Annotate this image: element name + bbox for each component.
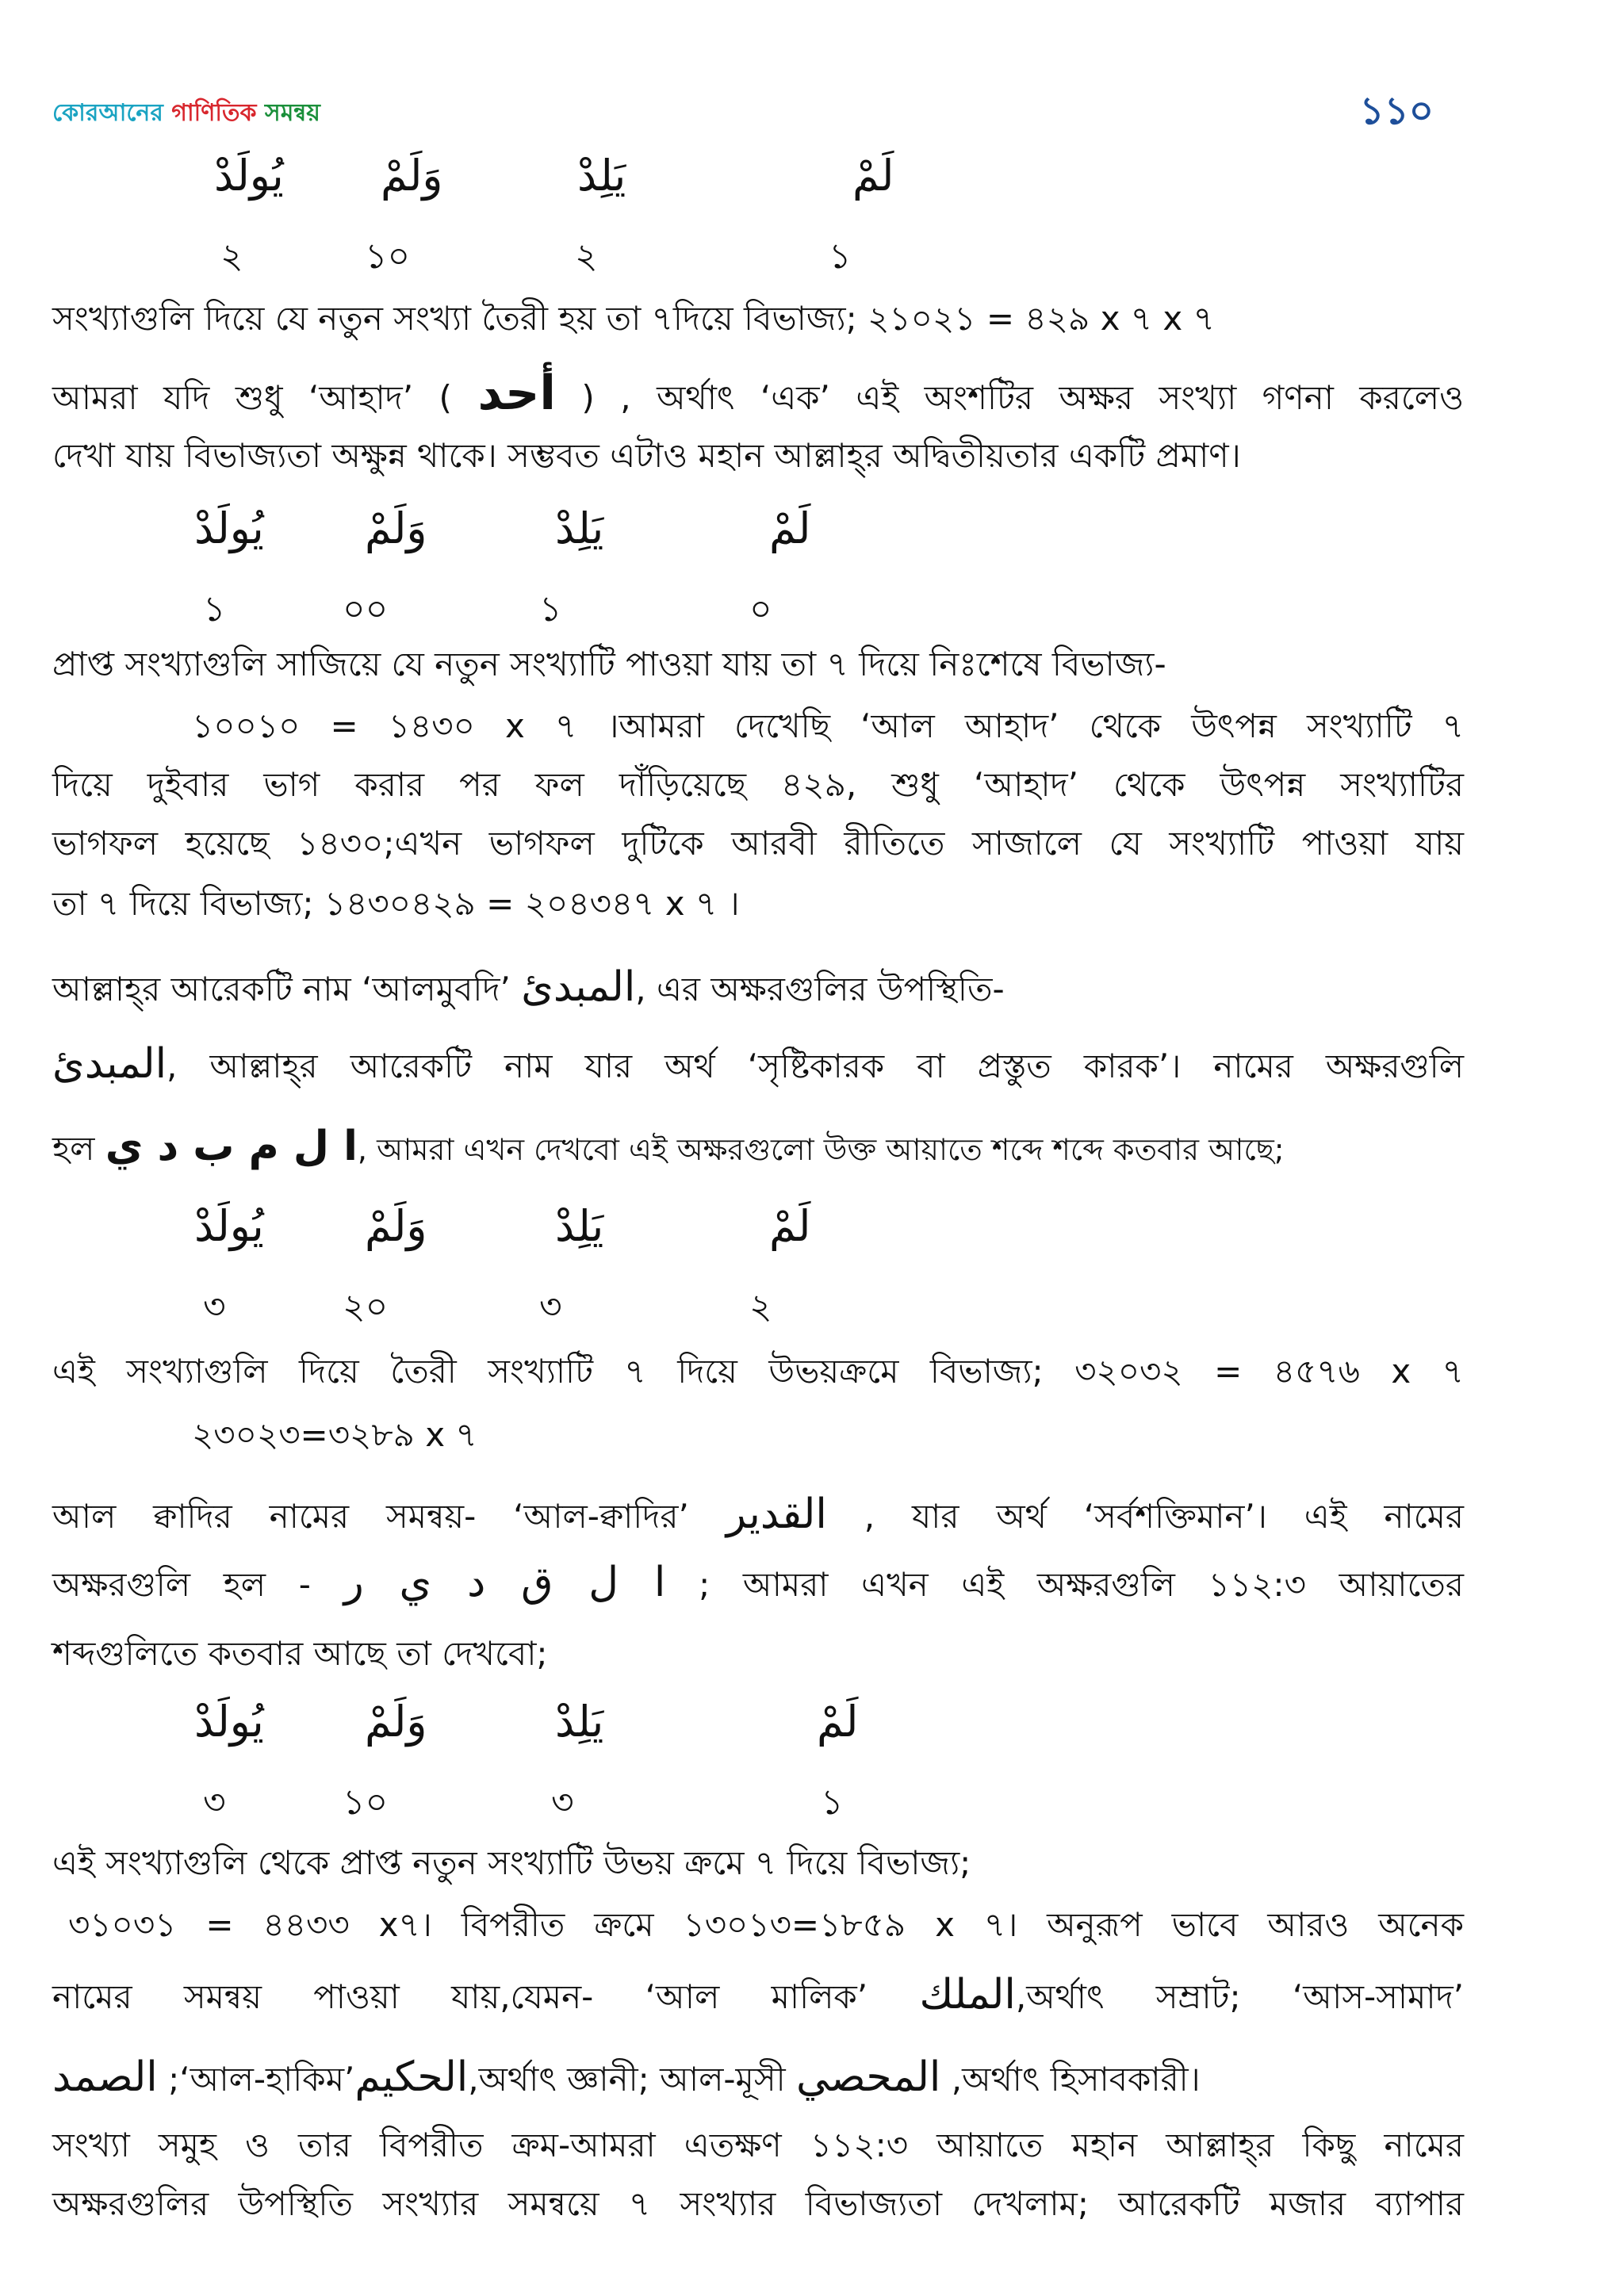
paragraph-line — [52, 963, 1464, 1013]
paragraph-line: সংখ্যা সমুহ ও তার বিপরীত ক্রম-আমরা এতক্ষণ ১১২:৩ আয়াতে মহান আল্লাহ্‌র কিছু নামের — [52, 2126, 1464, 2164]
arabic-word: لَمْ — [852, 151, 894, 201]
text-span: অক্ষরগুলি হল - — [52, 1565, 311, 1604]
paragraph-line: সংখ্যাগুলি দিয়ে যে নতুন সংখ্যা তৈরী হয় তা ৭দিয়ে বিভাজ্য; ২১০২১ = ৪২৯ x ৭ x ৭ — [52, 299, 1215, 338]
paragraph-line: শব্দগুলিতে কতবার আছে তা দেখবো; — [52, 1634, 548, 1673]
paragraph-line: দেখা যায় বিভাজ্যতা অক্ষুন্ন থাকে। সম্ভবত এটাও মহান আল্লাহ্‌র অদ্বিতীয়তার একটি প্রমাণ। — [52, 436, 1241, 475]
header-word-2: গাণিতিক — [171, 99, 257, 127]
text-span: নামের সমন্বয় পাওয়া যায়,যেমন- ‘আল মালিক’ — [52, 1977, 868, 2016]
count-value: ২ — [575, 236, 598, 277]
text-span: আল্লাহ্‌র আরেকটি নাম ‘আলমুবদি’ — [52, 970, 511, 1008]
text-span: ,অর্থাৎ সম্রাট; ‘আস-সামাদ’ — [1015, 1977, 1464, 2016]
count-value: ১০ — [343, 1782, 389, 1823]
paragraph-line: প্রাপ্ত সংখ্যাগুলি সাজিয়ে যে নতুন সংখ্যাটি পাওয়া যায় তা ৭ দিয়ে নিঃশেষে বিভাজ্য- — [52, 645, 1166, 683]
page-number: ১১০ — [1359, 89, 1434, 133]
text-span: ) , অর্থাৎ ‘এক’ এই অংশটির অক্ষর সংখ্যা গণনা করলেও — [581, 378, 1464, 417]
paragraph-line: এই সংখ্যাগুলি দিয়ে তৈরী সংখ্যাটি ৭ দিয়ে উভয়ক্রমে বিভাজ্য; ৩২০৩২ = ৪৫৭৬ x ৭ — [52, 1352, 1464, 1391]
paragraph-line — [52, 1123, 1464, 1173]
arabic-word: يُولَدْ — [194, 1697, 264, 1747]
text-span: ,অর্থাৎ হিসাবকারী। — [951, 2060, 1201, 2099]
count-value: ১ — [821, 1782, 844, 1823]
count-value: ২ — [749, 1287, 772, 1327]
paragraph-line: এই সংখ্যাগুলি থেকে প্রাপ্ত নতুন সংখ্যাটি উভয় ক্রমে ৭ দিয়ে বিভাজ্য; — [52, 1843, 971, 1882]
arabic-inline: المحصي — [796, 2053, 941, 2101]
arabic-word: يُولَدْ — [194, 503, 264, 553]
count-value: ২০ — [343, 1287, 389, 1327]
text-span: আমরা যদি শুধু ‘আহাদ’ ( — [52, 378, 452, 417]
count-value: ৩ — [551, 1782, 574, 1823]
paragraph-line: তা ৭ দিয়ে বিভাজ্য; ১৪৩০৪২৯ = ২০৪৩৪৭ x ৭ । — [52, 884, 740, 923]
count-value: ৩ — [203, 1782, 226, 1823]
paragraph-line — [52, 1490, 1464, 1540]
arabic-word: وَلَمْ — [365, 1697, 427, 1747]
text-span: , আমরা এখন দেখবো এই অক্ষরগুলো উক্ত আয়াতে শব্দে শব্দে কতবার আছে; — [357, 1132, 1285, 1167]
count-value: ৩ — [539, 1287, 562, 1327]
arabic-inline: ا ل م ب د ي — [105, 1123, 358, 1170]
header-word-3: সমন্বয় — [264, 99, 320, 127]
arabic-inline: الصمد — [52, 2053, 158, 2101]
header-word-1: কোরআনের — [52, 99, 163, 127]
arabic-word: لَمْ — [769, 1201, 811, 1251]
paragraph-line — [52, 365, 1464, 422]
text-span: , আল্লাহ্‌র আরেকটি নাম যার অর্থ ‘সৃষ্টিকারক বা প্রস্তুত কারক’। নামের অক্ষরগুলি — [167, 1047, 1464, 1085]
arabic-word: يُولَدْ — [214, 151, 284, 201]
paragraph-line: ৩১০৩১ = ৪৪৩৩ x৭। বিপরীত ক্রমে ১৩০১৩=১৮৫৯ x ৭। অনুরূপ ভাবে আরও অনেক — [68, 1905, 1464, 1944]
text-span: ;‘আল-হাকিম’ — [168, 2060, 355, 2099]
arabic-word: يَلِدْ — [555, 1201, 604, 1251]
text-span: ,অর্থাৎ জ্ঞানী; আল-মূসী — [468, 2060, 786, 2099]
arabic-word: لَمْ — [769, 503, 811, 553]
paragraph-line: ২৩০২৩=৩২৮৯ x ৭ — [192, 1415, 477, 1454]
paragraph-line: অক্ষরগুলির উপস্থিতি সংখ্যার সমন্বয়ে ৭ সংখ্যার বিভাজ্যতা দেখলাম; আরেকটি মজার ব্যাপার — [52, 2184, 1464, 2223]
paragraph-line: ১০০১০ = ১৪৩০ x ৭ ।আমরা দেখেছি ‘আল আহাদ’ থেকে উৎপন্ন সংখ্যাটি ৭ — [192, 706, 1464, 745]
arabic-word: يَلِدْ — [577, 151, 626, 201]
arabic-word: يَلِدْ — [555, 503, 604, 553]
arabic-word: لَمْ — [817, 1697, 859, 1747]
arabic-inline: أحد — [477, 365, 556, 421]
text-span: আল ক্বাদির নামের সমন্বয়- ‘আল-ক্বাদির’ — [52, 1497, 689, 1536]
arabic-word: وَلَمْ — [365, 503, 427, 553]
paragraph-line — [52, 2053, 1464, 2103]
paragraph-line — [52, 1971, 1464, 2021]
arabic-word: وَلَمْ — [365, 1201, 427, 1251]
arabic-word: وَلَمْ — [381, 151, 443, 201]
count-value: ৩ — [203, 1287, 226, 1327]
count-value: ০ — [749, 589, 772, 629]
count-value: ১ — [203, 589, 226, 629]
arabic-inline: القدير — [726, 1490, 827, 1538]
arabic-inline: المبدئ — [521, 963, 636, 1011]
text-span: ; আমরা এখন এই অক্ষরগুলি ১১২:৩ আয়াতের — [699, 1565, 1464, 1604]
text-span: হল — [52, 1129, 95, 1168]
arabic-inline: الحكيم — [354, 2053, 469, 2101]
paragraph-line — [52, 1559, 1464, 1609]
count-value: ১ — [539, 589, 562, 629]
arabic-word: يُولَدْ — [194, 1201, 264, 1251]
running-header — [52, 94, 320, 134]
paragraph-line — [52, 1040, 1464, 1090]
arabic-inline: المبدئ — [52, 1040, 167, 1088]
text-span: , যার অর্থ ‘সর্বশক্তিমান’। এই নামের — [864, 1497, 1464, 1536]
count-value: ০০ — [343, 589, 389, 629]
count-value: ১ — [829, 236, 852, 277]
arabic-inline: ا ل ق د ي ر — [343, 1559, 666, 1606]
count-value: ২ — [220, 236, 243, 277]
text-span: , এর অক্ষরগুলির উপস্থিতি- — [635, 970, 1005, 1008]
arabic-inline: الملك — [919, 1971, 1016, 2019]
arabic-word: يَلِدْ — [555, 1697, 604, 1747]
count-value: ১০ — [365, 236, 411, 277]
paragraph-line: ভাগফল হয়েছে ১৪৩০;এখন ভাগফল দুটিকে আরবী রীতিতে সাজালে যে সংখ্যাটি পাওয়া যায় — [52, 824, 1464, 863]
paragraph-line: দিয়ে দুইবার ভাগ করার পর ফল দাঁড়িয়েছে ৪২৯, শুধু ‘আহাদ’ থেকে উৎপন্ন সংখ্যাটির — [52, 765, 1464, 804]
